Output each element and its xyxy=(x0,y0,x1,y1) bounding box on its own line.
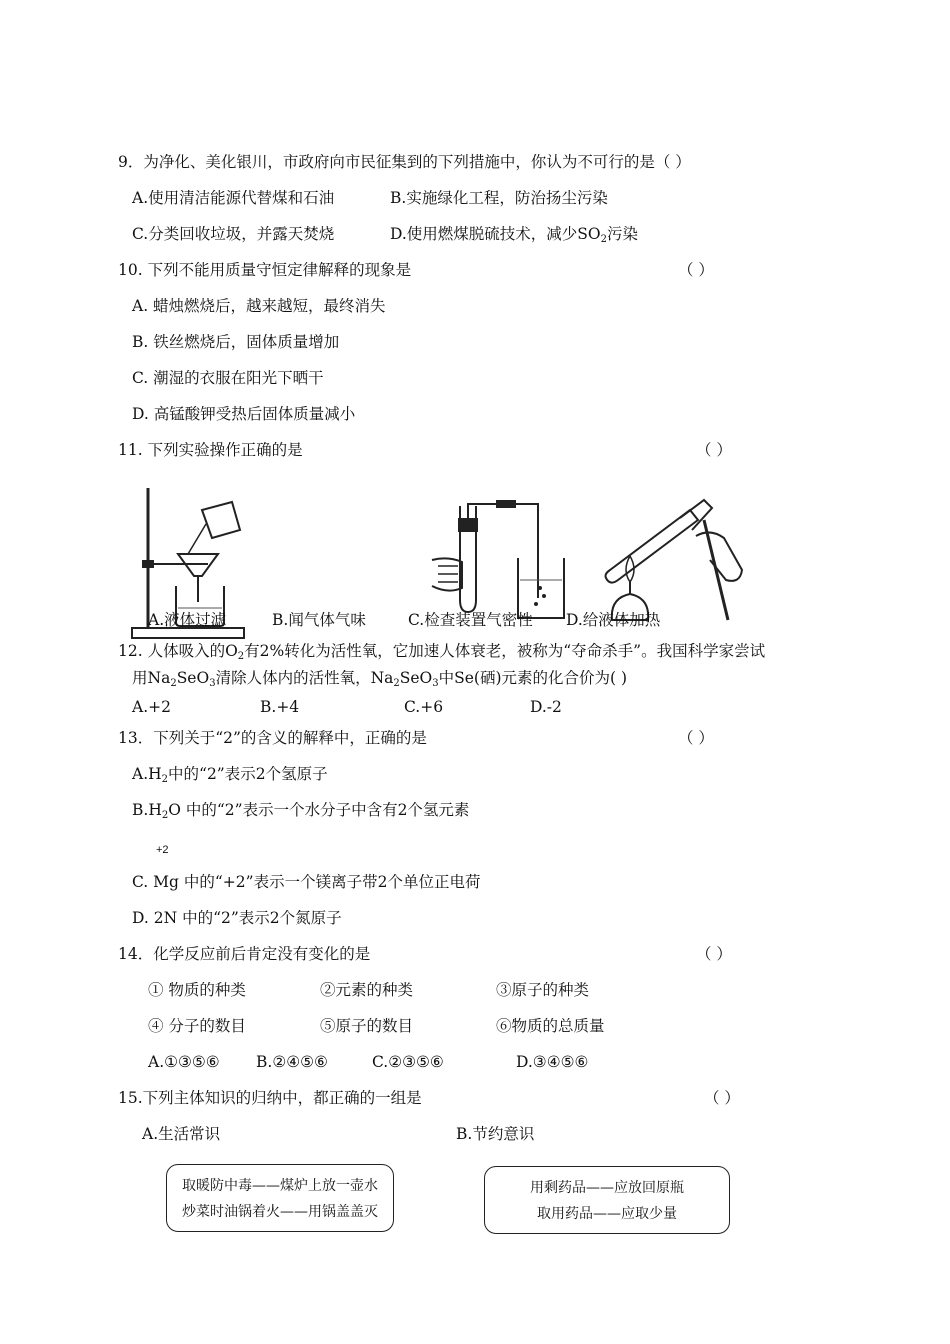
q15-a-line-2: 炒菜时油锅着火——用锅盖盖灭 xyxy=(182,1204,378,1220)
q15-stem: 15.下列主体知识的归纳中，都正确的一组是 xyxy=(118,1089,422,1107)
q11-option-a: A.液体过滤 xyxy=(148,611,227,629)
q12-line2: 用$Na_2SeO_3$清除人体内的活性氧，$Na_2SeO_3$中Se(硒)元素的化合价为( ) xyxy=(132,669,628,689)
q11-option-b: B.闻气体气味 xyxy=(272,611,366,629)
q15-b-line-1: 用剩药品——应放回原瓶 xyxy=(530,1180,684,1196)
q12-option-b: B.+4 xyxy=(260,698,300,716)
q12-option-c: C.+6 xyxy=(404,698,444,716)
q14-item-1: ① 物质的种类 xyxy=(148,981,246,999)
q9-option-b: B.实施绿化工程，防治扬尘污染 xyxy=(390,189,608,207)
q12-option-d: D.-2 xyxy=(530,698,562,716)
q9-option-a: A.使用清洁能源代替煤和石油 xyxy=(132,189,335,207)
q14-option-b: B.②④⑤⑥ xyxy=(256,1053,328,1071)
q14-item-4: ④ 分子的数目 xyxy=(148,1017,246,1035)
q14-stem: 14．化学反应前后肯定没有变化的是 xyxy=(118,945,371,963)
q12-option-a: A.+2 xyxy=(132,698,171,716)
q13-answer-paren: （ ） xyxy=(678,729,714,747)
q11-stem: 11. 下列实验操作正确的是 xyxy=(118,441,303,459)
q14-item-3: ③原子的种类 xyxy=(496,981,590,999)
q14-answer-paren: （ ） xyxy=(696,945,732,963)
q9-option-d: D.使用燃煤脱硫技术，减少$SO_2$污染 xyxy=(390,225,639,245)
q14-item-2: ②元素的种类 xyxy=(320,981,414,999)
q15-a-line-1: 取暖防中毒——煤炉上放一壶水 xyxy=(182,1178,378,1194)
q11-answer-paren: （ ） xyxy=(696,441,732,459)
q15-answer-paren: （ ） xyxy=(704,1089,740,1107)
q14-item-6: ⑥物质的总质量 xyxy=(496,1017,605,1035)
q9-stem: 9．为净化、美化银川，市政府向市民征集到的下列措施中，你认为不可行的是（ ） xyxy=(118,153,691,171)
q14-option-d: D.③④⑤⑥ xyxy=(516,1053,589,1071)
q14-option-a: A.①③⑤⑥ xyxy=(148,1053,220,1071)
airtightness-check-image xyxy=(428,500,568,624)
q15-option-a-box xyxy=(166,1164,394,1232)
q10-option-a: A. 蜡烛燃烧后，越来越短，最终消失 xyxy=(132,297,386,315)
q10-option-b: B. 铁丝燃烧后，固体质量增加 xyxy=(132,333,340,351)
q14-item-5: ⑤原子的数目 xyxy=(320,1017,414,1035)
q15-b-line-2: 取用药品——应取少量 xyxy=(537,1206,677,1222)
q11-option-c: C.检查装置气密性 xyxy=(408,611,533,629)
q13-option-a: $A.H_2$中的“2”表示2个氢原子 xyxy=(132,765,328,785)
q11-option-d: D.给液体加热 xyxy=(566,611,661,629)
q9-option-c: C.分类回收垃圾，并露天焚烧 xyxy=(132,225,335,243)
q13-option-c: C. Mg 中的“+2”表示一个镁离子带2个单位正电荷 xyxy=(132,873,481,891)
q12-line1: 12. 人体吸入的$O_2$有2%转化为活性氧，它加速人体衰老，被称为“夺命杀手”。我国科学家尝试 xyxy=(118,642,766,662)
q13-valence-mark: +2 xyxy=(156,844,169,856)
q14-option-c: C.②③⑤⑥ xyxy=(372,1053,444,1071)
q10-option-c: C. 潮湿的衣服在阳光下晒干 xyxy=(132,369,324,387)
q15-option-b-box xyxy=(484,1166,730,1234)
q10-stem: 10. 下列不能用质量守恒定律解释的现象是 xyxy=(118,261,412,279)
q13-option-d: D. 2N 中的“2”表示2个氮原子 xyxy=(132,909,342,927)
q13-stem: 13．下列关于“2”的含义的解释中，正确的是 xyxy=(118,729,427,747)
q13-option-b: $B.H_2O$ 中的“2”表示一个水分子中含有2个氢元素 xyxy=(132,801,470,821)
q15-option-a-title: A.生活常识 xyxy=(142,1125,221,1143)
q10-option-d: D. 高锰酸钾受热后固体质量减小 xyxy=(132,405,356,423)
q10-answer-paren: （ ） xyxy=(678,261,714,279)
q15-option-b-title: B.节约意识 xyxy=(456,1125,535,1143)
